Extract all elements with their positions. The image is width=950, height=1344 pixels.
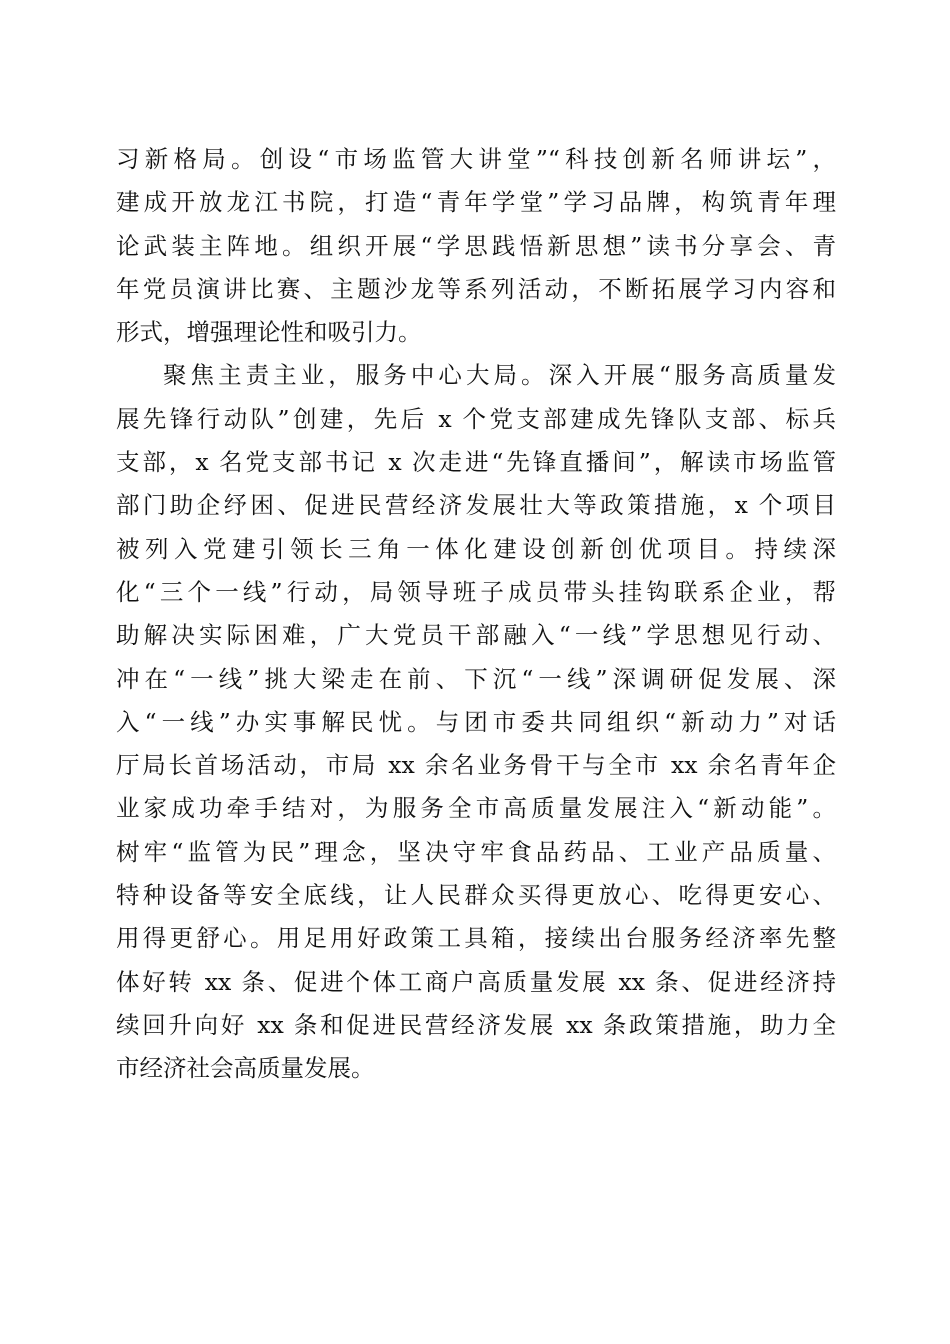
text-line: 业家成功牵手结对，为服务全市高质量发展注入“新动能”。 [116,794,836,823]
paragraph-study-pattern [116,138,836,354]
text-line: 化“三个一线”行动，局领导班子成员带头挂钩联系企业，帮 [116,577,836,606]
text-line: 厅局长首场活动，市局 xx 余名业务骨干与全市 xx 余名青年企 [116,751,836,780]
body-text [116,138,836,1091]
text-line: 被列入党建引领长三角一体化建设创新创优项目。持续深 [116,534,836,563]
text-line: 助解决实际困难，广大党员干部融入“一线”学思想见行动、 [116,621,836,650]
paragraph-serve-center [116,354,836,1090]
text-line: 部门助企纾困、促进民营经济发展壮大等政策措施，x 个项目 [116,491,836,520]
text-line: 树牢“监管为民”理念，坚决守牢食品药品、工业产品质量、 [116,837,836,866]
text-line: 展先锋行动队”创建，先后 x 个党支部建成先锋队支部、标兵 [116,404,836,433]
text-line: 体好转 xx 条、促进个体工商户高质量发展 xx 条、促进经济持 [116,967,836,996]
text-line: 用得更舒心。用足用好政策工具箱，接续出台服务经济率先整 [116,924,836,953]
text-line: 冲在“一线”挑大梁走在前、下沉“一线”深调研促发展、深 [116,664,836,693]
text-line: 特种设备等安全底线，让人民群众买得更放心、吃得更安心、 [116,881,836,910]
text-line: 习新格局。创设“市场监管大讲堂”“科技创新名师讲坛”， [116,145,836,173]
text-line: 聚焦主责主业，服务中心大局。深入开展“服务高质量发 [163,361,836,390]
text-line: 支部，x 名党支部书记 x 次走进“先锋直播间”，解读市场监管 [116,448,836,477]
text-line: 市经济社会高质量发展。 [116,1054,375,1083]
text-line: 形式，增强理论性和吸引力。 [116,318,422,347]
text-line: 入“一线”办实事解民忧。与团市委共同组织“新动力”对话 [116,707,836,736]
text-line: 年党员演讲比赛、主题沙龙等系列活动，不断拓展学习内容和 [116,274,836,303]
text-line: 建成开放龙江书院，打造“青年学堂”学习品牌，构筑青年理 [116,188,836,217]
text-line: 论武装主阵地。组织开展“学思践悟新思想”读书分享会、青 [116,231,836,260]
text-line: 续回升向好 xx 条和促进民营经济发展 xx 条政策措施，助力全 [116,1010,836,1039]
